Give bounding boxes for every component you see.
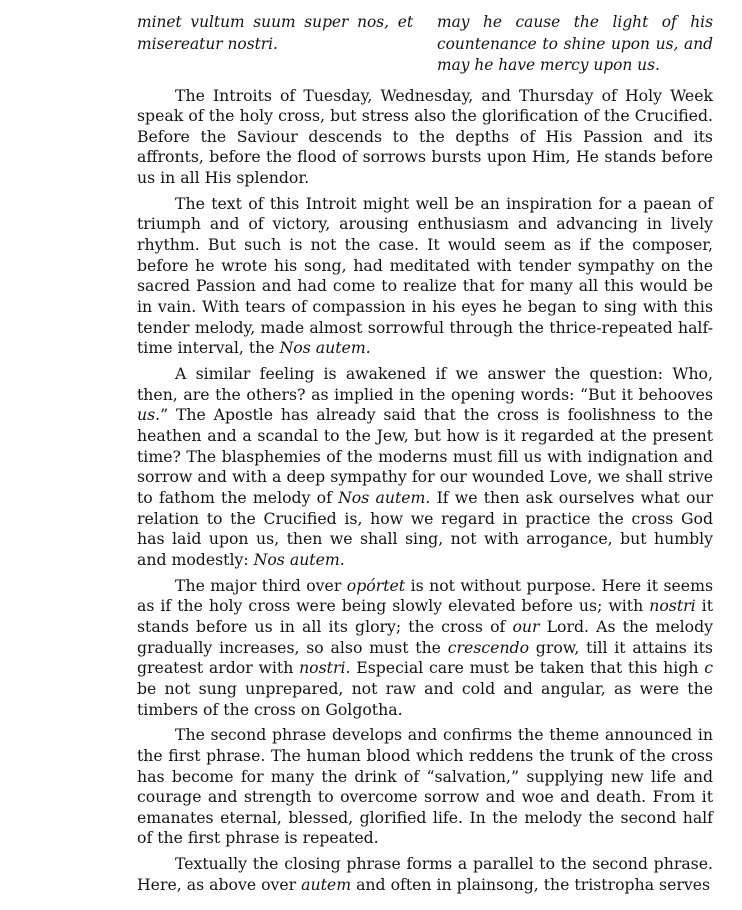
- italic-term: Nos autem.: [338, 487, 431, 507]
- text-run: and often in plainsong, the tristropha serves: [351, 874, 711, 894]
- text-run: The major third over: [175, 575, 347, 595]
- body-text: [137, 86, 713, 896]
- text-run: Lord. As the melody gradually increases, so also must the: [137, 616, 713, 657]
- text-run: Especial care must be taken that this high: [350, 658, 705, 678]
- paragraph: [137, 364, 713, 571]
- english-text: may he cause the light of his countenance to shine upon us, and may he have mercy upon us.: [437, 13, 713, 74]
- text-run: A similar feeling is awakened if we answer the question: Who, then, are the others? as implied in the opening words: “But it behooves: [137, 364, 713, 404]
- italic-term: our: [512, 616, 540, 636]
- latin-text: minet vultum suum super nos, et misereatur nostri.: [137, 13, 413, 53]
- text-run: it stands before us in all its glory; the cross of: [137, 596, 713, 636]
- paragraph: [137, 725, 713, 849]
- text-run: The text of this Introit might well be an inspiration for a paean of triumph and of victory, arousing enthusiasm and advancing in lively rhythm. But such is not the case. It would seem as if the composer, before he wrote his song, had meditated with tender sympathy on the sacred Passion and had come to realize that for many all this would be in vain. With tears of compassion in his eyes he began to sing with this tender melody, made almost sorrowful through the thrice-repeated half-time interval, the: [137, 193, 713, 358]
- paragraph: [137, 576, 713, 721]
- italic-term: Nos autem.: [279, 338, 371, 358]
- text-run: ” The Apostle has already said that the cross is foolishness to the heathen and a scandal to the Jew, but how is it regarded at the present time? The blasphemies of the moderns must fill us with indignation and sorrow and with a deep sympathy for our wounded Love, we shall strive to fathom the melody of: [137, 405, 713, 507]
- paragraph: [137, 86, 713, 189]
- text-run: Textually the closing phrase forms a parallel to the second phrase. Here, as above over: [137, 854, 713, 894]
- text-run: The Introits of Tuesday, Wednesday, and Thursday of Holy Week speak of the holy cross, but stress also the glorification of the Crucified. Before the Saviour descends to the depths of His Passion and its affronts, before the flood of sorrows bursts upon Him, He stands before us in all His splendor.: [137, 85, 713, 188]
- parallel-text: [137, 12, 713, 77]
- italic-term: crescendo: [447, 637, 530, 657]
- italic-term: Nos autem.: [253, 549, 345, 569]
- text-run: grow, till it attains its greatest ardor with: [137, 637, 713, 678]
- italic-term: opórtet: [346, 575, 406, 595]
- book-page: [137, 12, 713, 900]
- text-run: The second phrase develops and confirms the theme announced in the first phrase. The human blood which reddens the trunk of the cross has become for many the drink of “salvation,” supplying new life and courage and strength to overcome sorrow and woe and death. From it emanates eternal, blessed, glorified life. In the melody the second half of the first phrase is repeated.: [137, 725, 713, 848]
- italic-term: nostri: [649, 596, 696, 616]
- italic-term: nostri.: [299, 658, 351, 678]
- paragraph: [137, 854, 713, 895]
- paragraph: [137, 194, 713, 359]
- text-run: is not without purpose. Here it seems as if the holy cross were being slowly elevated before us; with: [137, 575, 713, 616]
- italic-term: c: [704, 658, 713, 678]
- text-run: If we then ask ourselves what our relation to the Crucified is, how we regard in practice the cross God has laid upon us, then we shall sing, not with arrogance, but humbly and modestly:: [137, 487, 714, 569]
- italic-term: us.: [137, 405, 161, 425]
- text-run: be not sung unprepared, not raw and cold and angular, as were the timbers of the cross on Golgotha.: [137, 678, 713, 719]
- italic-term: autem: [301, 874, 352, 894]
